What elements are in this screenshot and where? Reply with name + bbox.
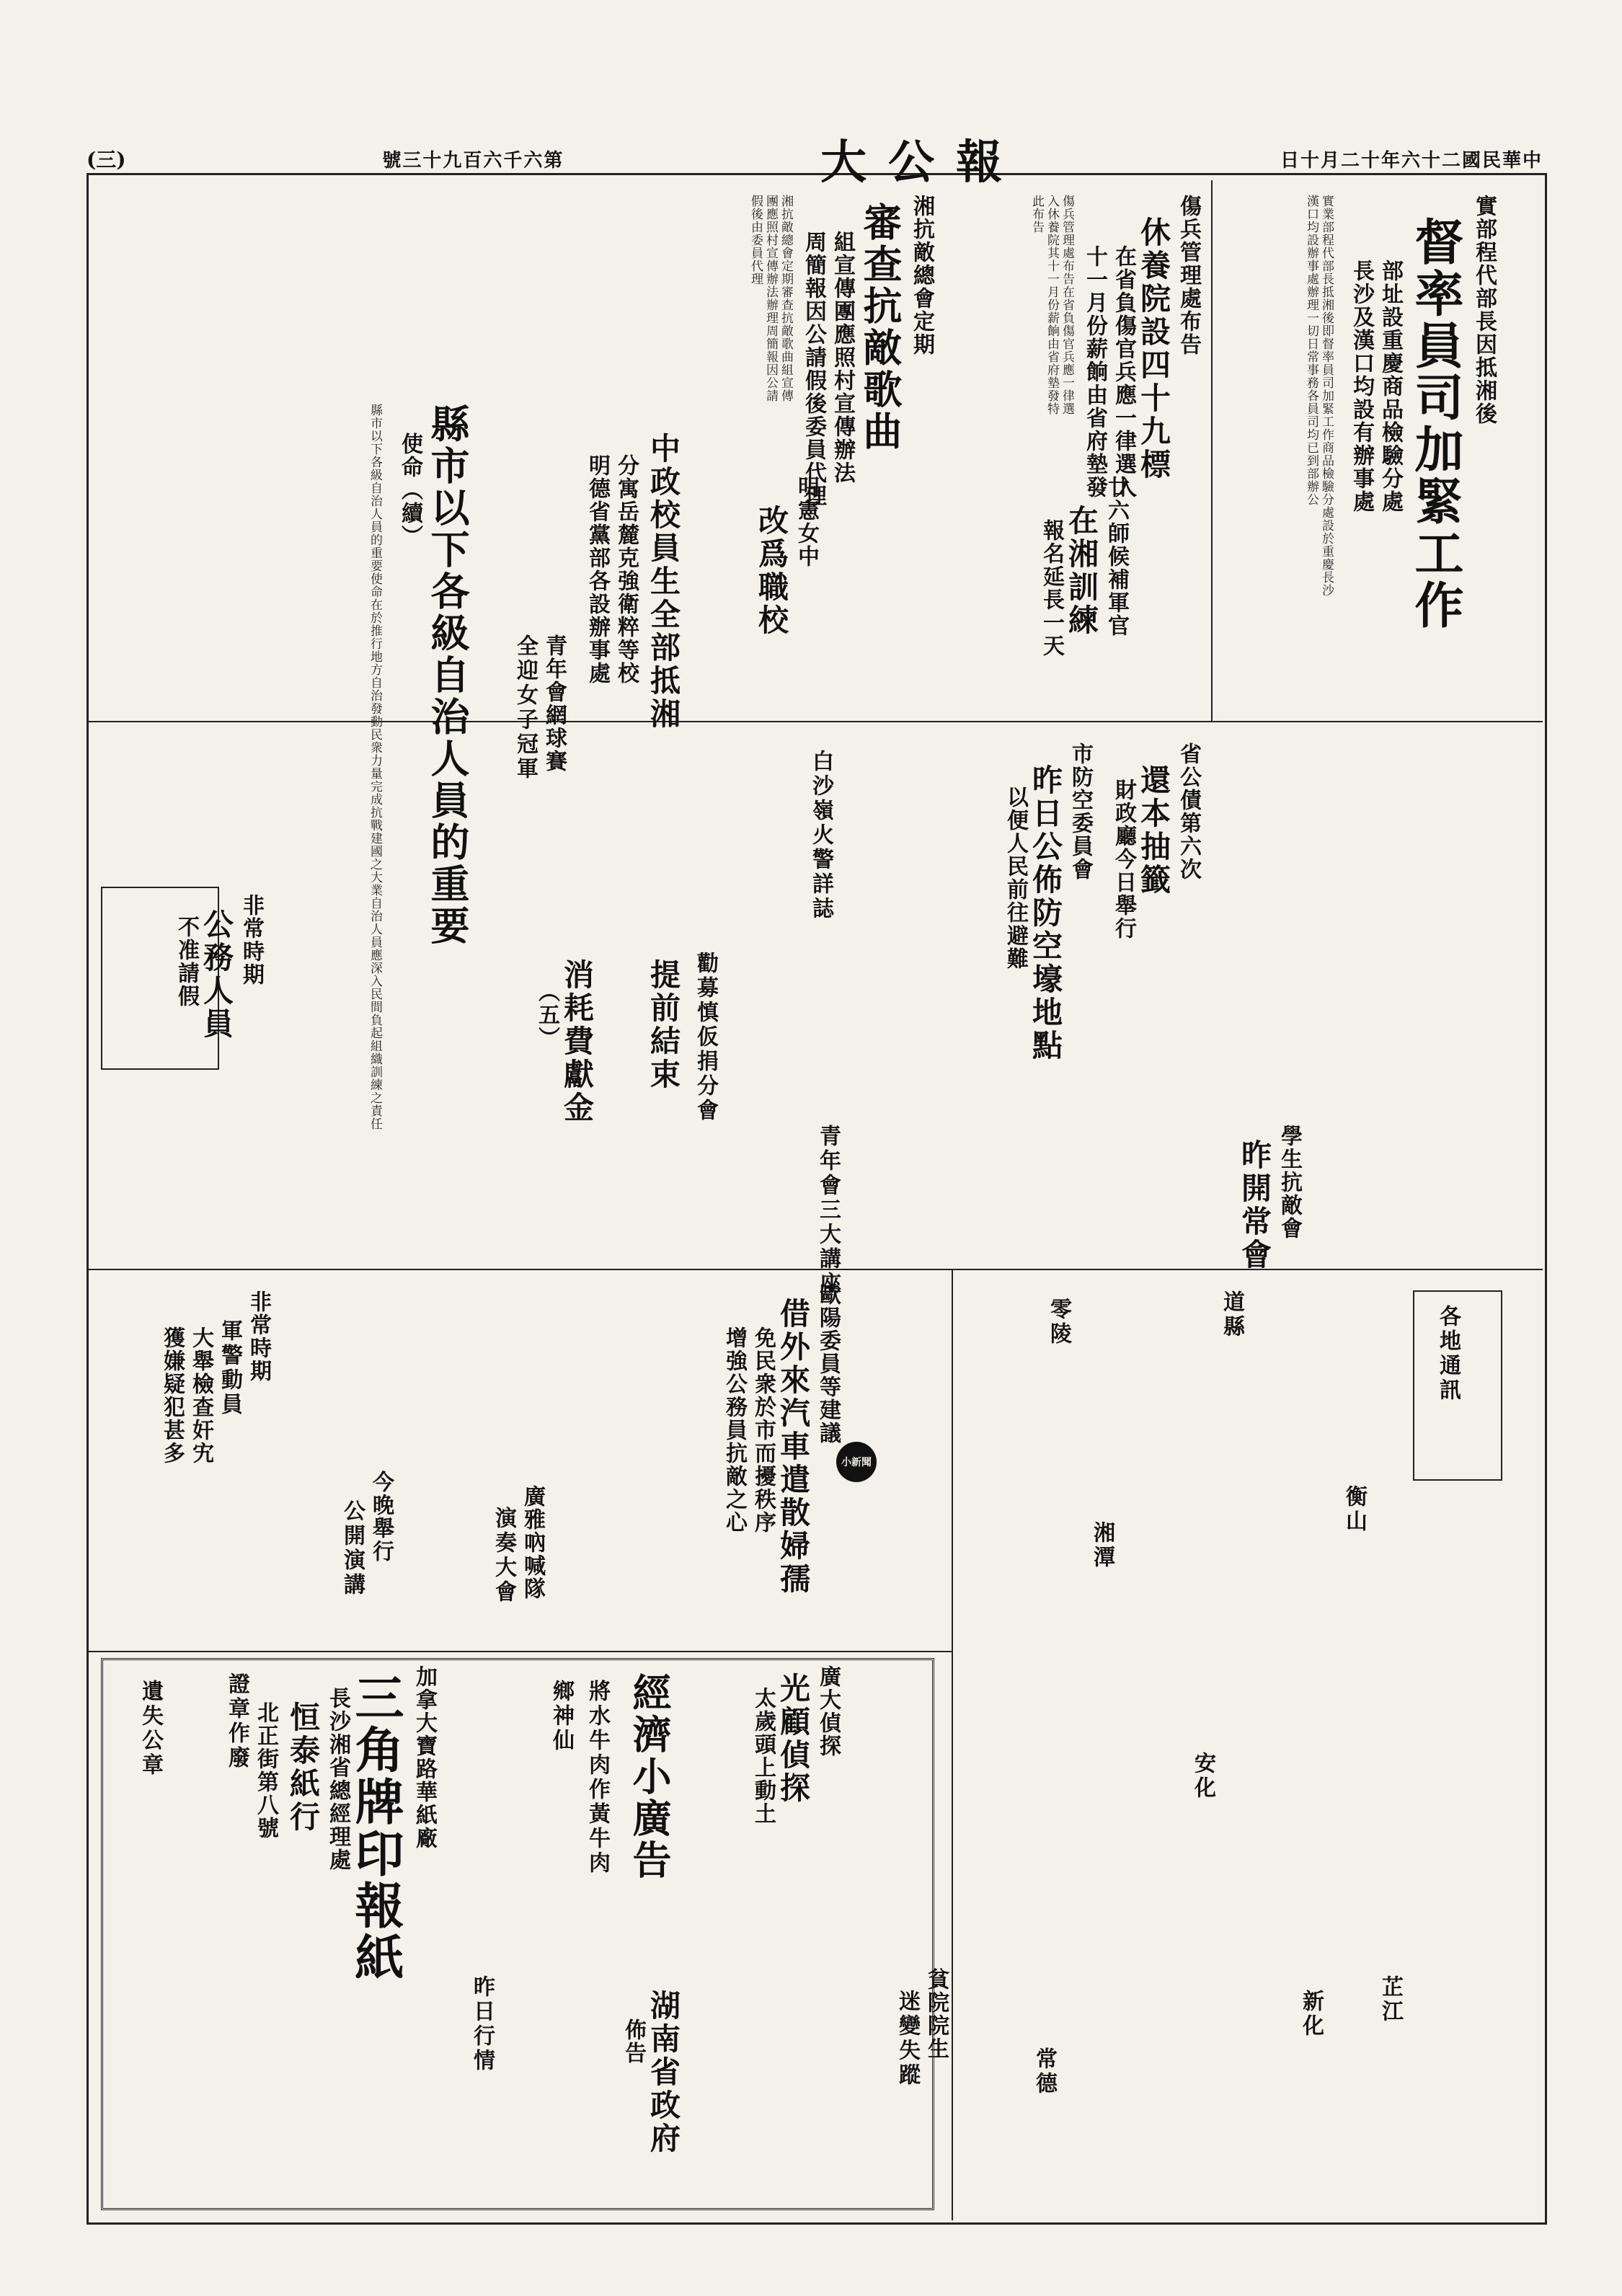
small-news-tag [836, 1442, 877, 1482]
youth-chess-headline: 全迎女子冠軍 [513, 634, 538, 781]
place-xiangtan: 湘潭 [1089, 1521, 1114, 1570]
supervise-headline: 督率員司加緊工作 [1406, 216, 1464, 631]
training-sub: 報名延長一天 [1039, 519, 1064, 657]
place-daoxian: 道縣 [1219, 1290, 1244, 1339]
page-number: (三) [87, 148, 126, 172]
students-sub2: 明德省黨部各設辦事處 [585, 454, 610, 685]
missing-sub: 貧院院生 [923, 1968, 949, 2060]
songs-sub2: 周簡報因公請假後委員代理 [801, 231, 826, 507]
self-gov-sub: 使命（續） [397, 433, 422, 548]
fire-headline: 白沙嶺火警詳誌 [808, 750, 833, 921]
ad-paper-addr: 北正街第八號 [253, 1701, 278, 1840]
rule-col [1211, 180, 1213, 721]
student-rally-kicker: 學生抗敵會 [1277, 1125, 1302, 1240]
wounded-headline: 休養院設四十九標 [1136, 216, 1171, 482]
military-kicker: 非常時期 [246, 1290, 271, 1383]
place-hengshan: 衡山 [1342, 1485, 1367, 1534]
ad-market: 昨日行情 [469, 1975, 495, 2073]
government-sub: 佈告 [621, 2018, 646, 2065]
songs-sub1: 組宣傳團應照村宣傳辦法 [830, 231, 855, 484]
wounded-kicker: 傷兵管理處布告 [1176, 195, 1201, 356]
issue-number: 號三十九百六千六第 [382, 149, 564, 172]
recipe-item2: 鄉神仙 [549, 1680, 574, 1753]
air-raid-headline: 昨日公佈防空壕地點 [1028, 764, 1063, 1063]
detective-kicker: 廣大偵探 [815, 1665, 841, 1758]
donation-sub: 提前結束 [646, 959, 681, 1091]
officials-kicker: 非常時期 [239, 894, 264, 986]
consumables-headline: 消耗費獻金 [559, 959, 595, 1125]
issue-date: 日十月二十年六十二國民華中 [1280, 149, 1543, 172]
wounded-body: 傷兵管理處布告在省負傷官兵應一律選入休養院其十一月份薪餉由省府墊發特此布告 [1029, 195, 1074, 415]
detective-headline: 光顧偵探 [776, 1672, 811, 1805]
missing-headline: 迷變失蹤 [895, 1990, 920, 2088]
supervise-kicker: 實部程代部長因抵湘後 [1471, 195, 1497, 425]
student-rally-headline: 昨開常會 [1237, 1139, 1272, 1272]
ad-econ: 經濟小廣告 [626, 1672, 673, 1881]
concert-headline: 演奏大會 [491, 1507, 516, 1605]
donation-headline: 勸募慎仮捐分會 [693, 952, 718, 1123]
officials-sub: 不准請假 [174, 916, 199, 1008]
self-gov-body: 縣市以下各級自治人員的重要使命在於推行地方自治發動民衆力量完成抗戰建國之大業自治人員應深入民間負起組織訓練之責任 [368, 404, 382, 1130]
self-gov-headline: 縣市以下各級自治人員的重要 [425, 404, 471, 947]
military-sub1: 大舉檢查奸宄 [188, 1326, 213, 1465]
place-anhua: 安化 [1190, 1752, 1215, 1801]
ad-lost-seal: 遺失公章 [138, 1680, 163, 1778]
vehicles-headline: 借外來汽車遣散婦孺 [776, 1298, 811, 1596]
songs-body: 湘抗敵總會定期審查抗敵歌曲組宣傳團應照村宣傳辦法辦理周簡報因公請假後由委員代理 [748, 195, 793, 402]
vehicles-kicker: 歐陽委員等建議 [815, 1283, 841, 1445]
small-news-label: 小新聞 [841, 1457, 872, 1468]
air-raid-kicker: 市防空委員會 [1068, 743, 1093, 881]
vehicles-sub1: 免民衆於市而擾秩序 [750, 1326, 776, 1534]
ad-paper-brand: 三角牌印報紙 [347, 1672, 404, 1984]
lecture-headline: 公開演講 [340, 1499, 365, 1597]
lecture-kicker: 今晚舉行 [368, 1471, 394, 1563]
concert-kicker: 廣雅吶喊隊 [520, 1485, 545, 1600]
school-kicker: 明憲女中 [794, 476, 819, 568]
supervise-body: 實業部程代部長抵湘後即督率員司加緊工作商品檢驗分處設於重慶長沙漢口均設辦事處辦理一切日常事務各員司均已到部辦公 [1304, 195, 1334, 597]
local-news-label: 各地通訊 [1435, 1305, 1461, 1403]
military-headline: 軍警動員 [217, 1319, 242, 1417]
vehicles-sub2: 增強公務員抗敵之心 [722, 1326, 747, 1534]
youth-chess-kicker: 青年會網球賽 [541, 634, 567, 773]
supervise-sub2: 長沙及漢口均設有辦事處 [1349, 260, 1374, 513]
place-zhijiang: 芷江 [1378, 1975, 1403, 2024]
military-sub2: 獲嫌疑犯甚多 [159, 1326, 185, 1465]
students-headline: 中政校員生全部抵湘 [646, 433, 681, 731]
training-headline: 在湘訓練 [1064, 505, 1099, 637]
air-raid-sub: 以便人民前往避難 [1003, 786, 1028, 970]
officials-headline: 公務人員 [199, 908, 234, 1041]
songs-headline: 審查抗敵歌曲 [857, 202, 903, 453]
place-changde: 常德 [1032, 2047, 1057, 2096]
songs-kicker: 湘抗敵總會定期 [909, 195, 934, 356]
consumables-sub: （五） [534, 980, 559, 1050]
masthead [87, 136, 1543, 190]
youth-lecture-headline: 青年會三大講座 [815, 1125, 841, 1296]
newspaper-title: 大公報 [820, 136, 1024, 190]
training-kicker: 廿六師候補軍官 [1104, 476, 1129, 637]
bonds-headline: 還本抽籤 [1136, 764, 1171, 897]
wounded-sub2: 十一月份薪餉由省府墊發 [1082, 245, 1107, 499]
place-xinhua: 新化 [1298, 1990, 1324, 2039]
students-sub1: 分寓岳麓克強衛粹等校 [613, 454, 639, 685]
bonds-kicker: 省公債第六次 [1176, 743, 1201, 881]
detective-sub: 太歲頭上動土 [750, 1687, 776, 1825]
supervise-sub1: 部址設重慶商品檢驗分處 [1378, 260, 1403, 513]
place-lingling: 零陵 [1046, 1298, 1071, 1347]
ad-paper-agent: 長沙湘省總經理處 [325, 1687, 350, 1871]
recipe-item1: 將水牛肉作黃牛肉 [585, 1680, 610, 1876]
ad-paper-top: 加拿大寶路華紙廠 [412, 1665, 437, 1850]
bonds-sub: 財政廳今日舉行 [1111, 779, 1136, 940]
school-headline: 改爲職校 [754, 505, 789, 637]
wounded-sub1: 在省負傷官兵應一律選入 [1111, 245, 1136, 499]
ad-seal: 證章作廢 [224, 1672, 249, 1770]
rule-lower-vertical [952, 1269, 953, 2220]
rule-lower [87, 1651, 952, 1652]
ad-paper-shop: 恒泰紙行 [285, 1701, 321, 1834]
government-headline: 湖南省政府 [646, 1990, 681, 2155]
